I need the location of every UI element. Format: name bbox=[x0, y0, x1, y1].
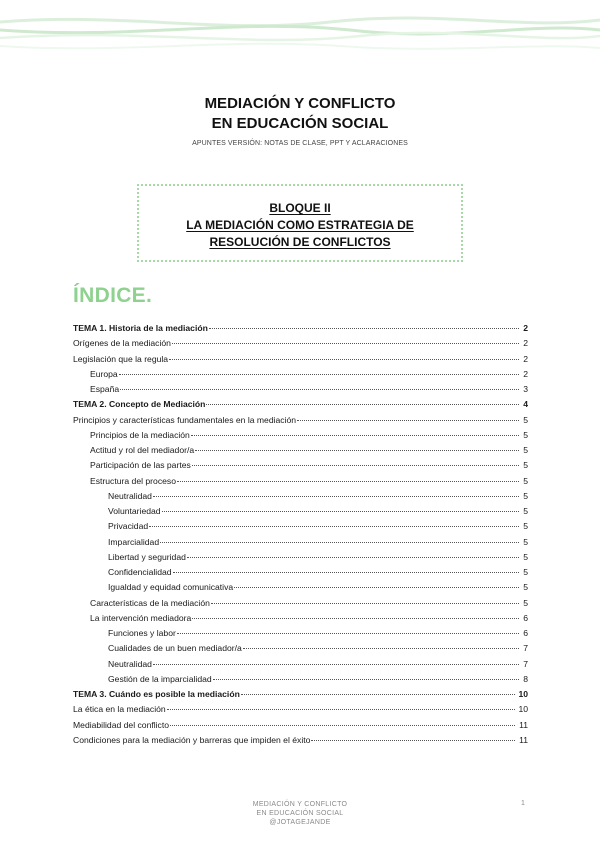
toc-entry-page: 3 bbox=[523, 384, 528, 394]
toc-entry-label: Neutralidad bbox=[108, 658, 152, 669]
toc-entry-label: Mediabilidad del conflicto bbox=[73, 719, 170, 730]
toc-entry-page: 5 bbox=[523, 445, 528, 455]
toc-entry-label: Estructura del proceso bbox=[90, 475, 176, 486]
toc-dot-leader bbox=[119, 374, 519, 375]
toc-dot-leader bbox=[160, 542, 519, 543]
toc-entry-label: Participación de las partes bbox=[90, 460, 191, 471]
toc-dot-leader bbox=[120, 389, 519, 390]
toc-dot-leader bbox=[187, 557, 519, 558]
toc-entry-label: Imparcialidad bbox=[108, 536, 160, 547]
toc-entry[interactable] bbox=[73, 506, 528, 521]
toc-entry[interactable] bbox=[73, 720, 528, 735]
document-title-line-2: EN EDUCACIÓN SOCIAL bbox=[211, 115, 389, 132]
toc-entry-page: 5 bbox=[523, 475, 528, 486]
toc-entry-page: 11 bbox=[519, 719, 528, 730]
toc-entry[interactable] bbox=[73, 491, 528, 506]
toc-entry-label: Neutralidad bbox=[108, 490, 152, 501]
toc-dot-leader bbox=[173, 572, 519, 573]
toc-dot-leader bbox=[172, 343, 519, 344]
toc-entry-label: Funciones y labor bbox=[108, 628, 176, 638]
document-subtitle: APUNTES VERSIÓN: NOTAS DE CLASE, PPT Y ACLARACIONES bbox=[192, 140, 408, 147]
bloque-title-line-1: LA MEDIACIÓN COMO ESTRATEGIA DE bbox=[186, 218, 414, 232]
toc-dot-leader bbox=[177, 481, 519, 482]
toc-entry[interactable] bbox=[73, 659, 528, 674]
toc-entry[interactable] bbox=[73, 476, 528, 491]
toc-entry-label: Privacidad bbox=[108, 521, 149, 532]
toc-dot-leader bbox=[169, 359, 519, 360]
footer-line-3: @JOTAGEJANDE bbox=[269, 819, 331, 826]
toc-dot-leader bbox=[191, 435, 519, 436]
bloque-box bbox=[137, 184, 463, 262]
toc-dot-leader bbox=[206, 404, 519, 405]
toc-entry[interactable] bbox=[73, 704, 528, 719]
toc-dot-leader bbox=[311, 740, 515, 741]
page-number: 1 bbox=[521, 800, 525, 807]
toc-entry[interactable] bbox=[73, 445, 528, 460]
toc-entry-label: Características de la mediación bbox=[90, 597, 210, 608]
toc-dot-leader bbox=[213, 679, 519, 680]
toc-dot-leader bbox=[167, 709, 515, 710]
toc-entry-page: 5 bbox=[523, 429, 528, 440]
toc-entry-page: 5 bbox=[523, 536, 528, 547]
toc-dot-leader bbox=[170, 725, 515, 726]
toc-entry[interactable] bbox=[73, 460, 528, 475]
toc-entry-page: 5 bbox=[523, 582, 528, 593]
toc-entry-page: 5 bbox=[523, 460, 528, 471]
toc-entry-label: Voluntariedad bbox=[108, 506, 161, 516]
toc-entry-page: 10 bbox=[518, 704, 528, 715]
toc-dot-leader bbox=[149, 526, 519, 527]
toc-dot-leader bbox=[243, 648, 519, 649]
toc-dot-leader bbox=[192, 465, 519, 466]
toc-entry-page: 5 bbox=[523, 597, 528, 608]
index-heading: ÍNDICE. bbox=[73, 284, 153, 307]
toc-entry-label: Condiciones para la mediación y barreras que impiden el éxito bbox=[73, 734, 311, 745]
toc-entry-label: Gestión de la imparcialidad bbox=[108, 673, 212, 684]
toc-entry-label: Europa bbox=[90, 368, 118, 379]
toc-dot-leader bbox=[234, 587, 519, 588]
toc-entry[interactable] bbox=[73, 369, 528, 384]
toc-entry[interactable] bbox=[73, 430, 528, 445]
toc-entry-label: Igualdad y equidad comunicativa bbox=[108, 582, 234, 593]
toc-dot-leader bbox=[162, 511, 519, 512]
toc-entry[interactable] bbox=[73, 415, 528, 430]
document-header bbox=[0, 94, 600, 147]
toc-entry-page: 5 bbox=[523, 551, 528, 562]
toc-dot-leader bbox=[177, 633, 519, 634]
toc-entry-page: 7 bbox=[523, 658, 528, 669]
toc-entry-page: 2 bbox=[523, 338, 528, 349]
toc-entry-page: 2 bbox=[523, 323, 528, 333]
toc-entry[interactable] bbox=[73, 582, 528, 597]
toc-dot-leader bbox=[153, 664, 519, 665]
toc-dot-leader bbox=[209, 328, 519, 329]
toc-entry-label: Actitud y rol del mediador/a bbox=[90, 445, 195, 455]
toc-entry[interactable] bbox=[73, 323, 528, 338]
toc-entry[interactable] bbox=[73, 689, 528, 704]
footer-line-1: MEDIACIÓN Y CONFLICTO bbox=[252, 801, 348, 808]
decorative-wave-header bbox=[0, 0, 600, 60]
toc-dot-leader bbox=[241, 694, 515, 695]
toc-entry-label: Libertad y seguridad bbox=[108, 551, 186, 562]
toc-entry-label: Principios y características fundamentales en la mediación bbox=[73, 414, 297, 425]
toc-dot-leader bbox=[192, 618, 519, 619]
page-footer bbox=[0, 800, 600, 827]
toc-entry[interactable] bbox=[73, 567, 528, 582]
toc-entry-page: 6 bbox=[523, 612, 528, 623]
toc-entry[interactable] bbox=[73, 735, 528, 750]
toc-entry[interactable] bbox=[73, 399, 528, 414]
toc-entry-label: Cualidades de un buen mediador/a bbox=[108, 643, 242, 654]
toc-dot-leader bbox=[153, 496, 519, 497]
toc-entry-page: 5 bbox=[523, 490, 528, 501]
bloque-number: BLOQUE II bbox=[269, 201, 331, 215]
toc-entry-page: 2 bbox=[523, 353, 528, 364]
toc-entry[interactable] bbox=[73, 537, 528, 552]
toc-entry-label: TEMA 2. Concepto de Mediación bbox=[73, 399, 206, 410]
toc-entry-label: La intervención mediadora bbox=[90, 612, 192, 623]
toc-entry[interactable] bbox=[73, 628, 528, 643]
toc-entry-page: 5 bbox=[523, 506, 528, 516]
toc-entry-page: 5 bbox=[523, 567, 528, 577]
toc-entry-label: Principios de la mediación bbox=[90, 429, 190, 440]
toc-entry[interactable] bbox=[73, 552, 528, 567]
toc-entry-page: 4 bbox=[523, 399, 528, 410]
toc-entry[interactable] bbox=[73, 354, 528, 369]
toc-entry-label: TEMA 1. Historia de la mediación bbox=[73, 323, 208, 333]
toc-entry-label: Orígenes de la mediación bbox=[73, 338, 171, 349]
toc-entry-page: 6 bbox=[523, 628, 528, 638]
toc-entry-page: 2 bbox=[523, 368, 528, 379]
toc-entry[interactable] bbox=[73, 384, 528, 399]
toc-entry[interactable] bbox=[73, 643, 528, 658]
toc-entry-page: 11 bbox=[519, 734, 528, 745]
toc-dot-leader bbox=[211, 603, 519, 604]
toc-dot-leader bbox=[297, 420, 519, 421]
bloque-title-line-2: RESOLUCIÓN DE CONFLICTOS bbox=[209, 235, 391, 249]
toc-entry[interactable] bbox=[73, 598, 528, 613]
toc-entry-page: 5 bbox=[523, 414, 528, 425]
toc-entry-page: 7 bbox=[523, 643, 528, 654]
toc-entry-label: TEMA 3. Cuándo es posible la mediación bbox=[73, 689, 240, 699]
toc-entry[interactable] bbox=[73, 613, 528, 628]
footer-line-2: EN EDUCACIÓN SOCIAL bbox=[256, 810, 344, 817]
toc-entry-label: Confidencialidad bbox=[108, 567, 172, 577]
toc-entry-page: 8 bbox=[523, 673, 528, 684]
toc-entry-label: España bbox=[90, 384, 120, 394]
document-title-line-1: MEDIACIÓN Y CONFLICTO bbox=[204, 95, 396, 112]
toc-entry-label: La ética en la mediación bbox=[73, 704, 166, 715]
toc-entry-page: 5 bbox=[523, 521, 528, 532]
table-of-contents bbox=[73, 323, 528, 750]
toc-entry-page: 10 bbox=[518, 689, 528, 699]
toc-dot-leader bbox=[195, 450, 519, 451]
toc-entry[interactable] bbox=[73, 674, 528, 689]
toc-entry[interactable] bbox=[73, 338, 528, 353]
toc-entry[interactable] bbox=[73, 521, 528, 536]
toc-entry-label: Legislación que la regula bbox=[73, 353, 169, 364]
